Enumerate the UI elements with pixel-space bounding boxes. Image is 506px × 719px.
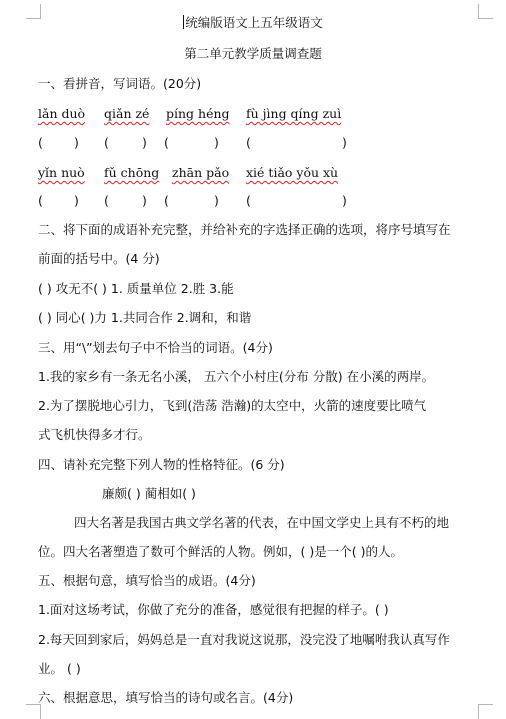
pinyin-2: qiǎn zé [104,106,150,121]
section-6-heading: 六、根据意思，填写恰当的诗句或名言。(4分) [38,690,294,705]
idiom-fill-question-2-line-2[interactable]: 业。 ( ) [38,661,81,676]
idiom-fill-question-2-line-1[interactable]: 2.每天回到家后，妈妈总是一直对我说这说那，没完没了地嘱咐我认真写作 [38,632,450,647]
section-3-heading: 三、用“\”划去句子中不恰当的词语。(4分) [38,340,273,355]
pinyin-1: lǎn duò [38,106,86,121]
document-page: 统编版语文上五年级语文 第二单元教学质量调查题 一、看拼音，写词语。(20分) lǎn duò qiǎn zé píng héng fù jìng qíng zuì ( ) ( ) ( ) ( ) yǐn nuò fǔ chōng zhān pǎo xié tiǎo yǒu xù ( ) ( ) ( ) ( ) 二、将下面的成语补充完整，并给补充的字选择正确的选项，将序号填写在 前面的括号中。(4 分) ( ) 攻无不( ) 1. 质量单位 2.胜 3.能 ( ) 同心( )力 1.共同合作 2.调和，和谐 三、用“\”划去句子中不恰当的词语。(4分) 1.我的家乡有一条无名小溪， 五六个小村庄(分布 分散) 在小溪的两岸。 2.为了摆脱地心引力，飞到(浩荡 浩瀚)的太空中，火箭的速度要比喷气 式飞机快得多才行。 四、请补充完整下列人物的性格特征。(6 分) 廉颇( ) 蔺相如( ) 四大名著是我国古典文学名著的代表，在中国文学史上具有不朽的地 位。四大名著塑造了数可个鲜活的人物。例如，( )是一个( )的人。 五、根据句意，填写恰当的成语。(4分) 1.面对这场考试，你做了充分的准备，感觉很有把握的样子。( ) 2.每天回到家后，妈妈总是一直对我说这说那，没完没了地嘱咐我认真写作 业。 ( ) 六、根据意思，填写恰当的诗句或名言。(4分) [0,0,506,719]
document-title[interactable]: 统编版语文上五年级语文 [185,15,323,30]
sentence-question-1[interactable]: 1.我的家乡有一条无名小溪， 五六个小村庄(分布 分散) 在小溪的两岸。 [38,369,435,384]
section-4-heading: 四、请补充完整下列人物的性格特征。(6 分) [38,457,285,472]
idiom-question-1[interactable]: ( ) 攻无不( ) 1. 质量单位 2.胜 3.能 [38,281,234,296]
section-5-heading: 五、根据句意，填写恰当的成语。(4分) [38,573,256,588]
pinyin-3: píng héng [166,106,230,121]
section-1-heading: 一、看拼音，写词语。(20分) [38,76,202,91]
crop-mark-bottom-left [26,704,41,719]
paragraph-line-2[interactable]: 位。四大名著塑造了数可个鲜活的人物。例如，( )是一个( )的人。 [38,544,403,559]
pinyin-4: fù jìng qíng zuì [246,106,342,121]
sentence-question-2-line-2[interactable]: 式飞机快得多才行。 [38,427,151,442]
sentence-question-2-line-1[interactable]: 2.为了摆脱地心引力，飞到(浩荡 浩瀚)的太空中，火箭的速度要比喷气 [38,398,427,413]
pinyin-5: yǐn nuò [38,165,85,180]
pinyin-8: xié tiǎo yǒu xù [246,165,339,180]
crop-mark-bottom-right [478,704,493,719]
document-subtitle: 第二单元教学质量调查题 [184,46,322,61]
section-2-heading-line-2: 前面的括号中。(4 分) [38,251,160,266]
character-traits[interactable]: 廉颇( ) 蔺相如( ) [102,486,196,501]
idiom-question-2[interactable]: ( ) 同心( )力 1.共同合作 2.调和，和谐 [38,310,252,325]
idiom-fill-question-1[interactable]: 1.面对这场考试，你做了充分的准备，感觉很有把握的样子。( ) [38,602,389,617]
pinyin-6: fǔ chōng [104,165,160,180]
section-2-heading-line-1: 二、将下面的成语补充完整，并给补充的字选择正确的选项，将序号填写在 [38,222,451,237]
paragraph-line-1: 四大名著是我国古典文学名著的代表，在中国文学史上具有不朽的地 [74,515,450,530]
pinyin-7: zhān pǎo [172,165,230,180]
